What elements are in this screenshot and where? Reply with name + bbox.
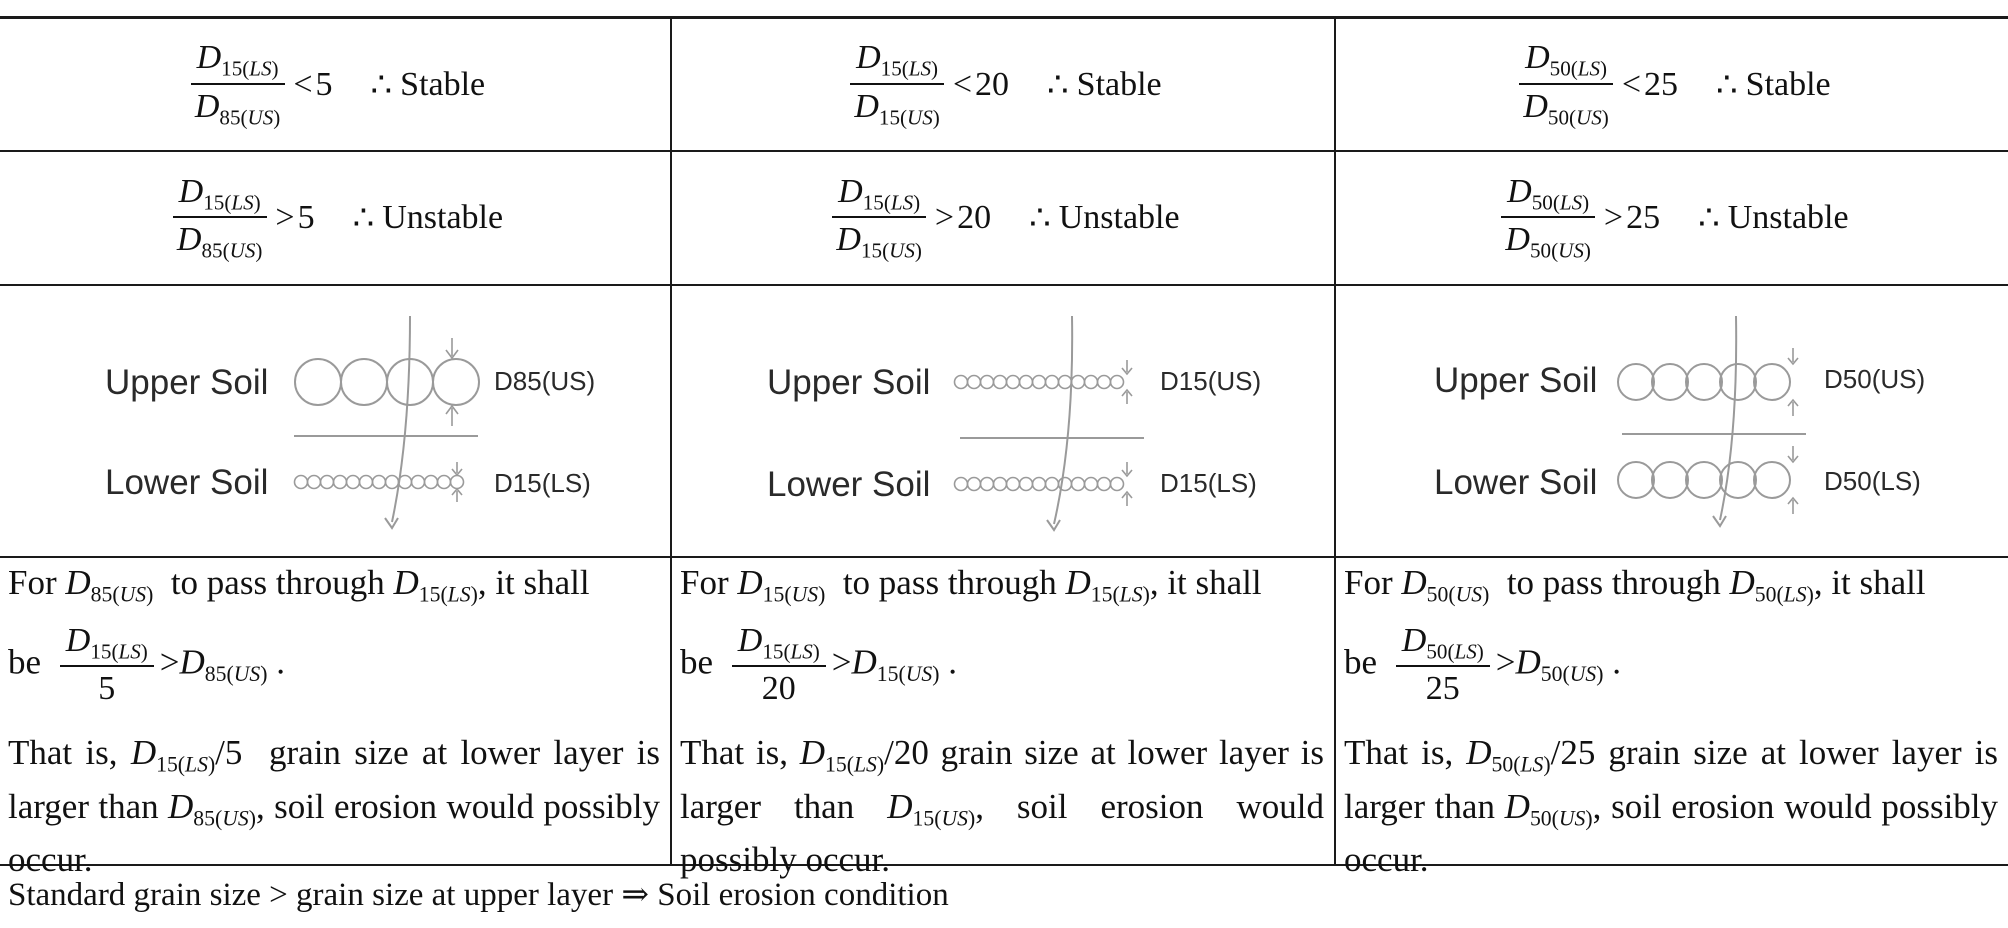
upper-grain-row bbox=[955, 376, 1124, 389]
soil-layer-diagram bbox=[672, 286, 1334, 556]
explanation-cell bbox=[0, 558, 670, 880]
unstable-formula: $\frac{D_{15(LS)}}{D_{15(US)}}$ > 20 ∴ Unstable bbox=[826, 175, 1179, 262]
unstable-formula: $\frac{D_{50(LS)}}{D_{50(US)}}$ > 25 ∴ Unstable bbox=[1495, 175, 1848, 262]
unstable-criterion-cell bbox=[672, 152, 1334, 284]
lower-soil-label: Lower Soil bbox=[1434, 463, 1598, 502]
ratio-fraction: $\frac{D_{50(LS)}}{D_{50(US)}}$ bbox=[1499, 175, 1596, 262]
inequality-line: be $\frac{D_{50(LS)}}{25}$ $>D_{50(US)}$ . bbox=[1344, 622, 1621, 708]
stable-criterion-cell bbox=[1336, 19, 2008, 150]
inequality-line: be $\frac{D_{15(LS)}}{5}$ $>D_{85(US)}$ . bbox=[8, 622, 285, 708]
explanation-cell bbox=[672, 558, 1334, 880]
erosion-condition-note: Standard grain size > grain size at upper layer ⇒ Soil erosion condition bbox=[8, 877, 949, 913]
seepage-flow-arrow bbox=[1054, 316, 1072, 524]
soil-diagram-cell bbox=[1336, 286, 2008, 556]
ratio-fraction: $\frac{D_{15(LS)}}{D_{85(US)}}$ bbox=[189, 41, 286, 128]
soil-layer-diagram bbox=[1336, 286, 2008, 556]
pass-condition-line: For $D_{50(US)}$ to pass through $D_{50(LS)}$, it shall bbox=[1344, 563, 1926, 607]
ratio-fraction: $\frac{D_{15(LS)}}{D_{15(US)}}$ bbox=[830, 175, 927, 262]
unstable-criterion-cell bbox=[0, 152, 670, 284]
pass-condition-line: For $D_{15(US)}$ to pass through $D_{15(LS)}$, it shall bbox=[680, 563, 1262, 607]
lower-soil-label: Lower Soil bbox=[767, 465, 931, 504]
ratio-fraction: $\frac{D_{15(LS)}}{D_{85(US)}}$ bbox=[171, 175, 268, 262]
stable-label: Stable bbox=[400, 65, 486, 103]
arrow-head bbox=[1047, 520, 1060, 530]
stable-label: Stable bbox=[1745, 65, 1831, 103]
erosion-explanation: That is, $D_{15(LS)}/5$ grain size at lower layer is larger than $D_{85(US)}$, soil erosion would possibly occur. bbox=[8, 733, 661, 880]
unstable-formula: $\frac{D_{15(LS)}}{D_{85(US)}}$ > 5 ∴ Unstable bbox=[167, 175, 503, 262]
inline-fraction: $\frac{D_{50(LS)}}{25}$ bbox=[1396, 624, 1490, 706]
pass-condition-line: For $D_{85(US)}$ to pass through $D_{15(LS)}$, it shall bbox=[8, 563, 590, 607]
ratio-fraction: $\frac{D_{15(LS)}}{D_{15(US)}}$ bbox=[848, 41, 945, 128]
explanation-cell bbox=[1336, 558, 2008, 880]
stable-label: Stable bbox=[1076, 65, 1162, 103]
upper-soil-label: Upper Soil bbox=[105, 363, 269, 402]
stable-formula: $\frac{D_{15(LS)}}{D_{85(US)}}$ < 5 ∴ Stable bbox=[185, 41, 485, 128]
erosion-explanation: That is, $D_{15(LS)}/20$ grain size at lower layer is larger than $D_{15(US)}$, soil erosion would possibly occur. bbox=[680, 733, 1325, 880]
unstable-criterion-cell bbox=[1336, 152, 2008, 284]
stable-criterion-cell bbox=[0, 19, 670, 150]
upper-grain-row bbox=[1618, 364, 1790, 400]
upper-grain-size-tag: D50(US) bbox=[1824, 364, 1926, 394]
soil-diagram-cell bbox=[672, 286, 1334, 556]
dimension-arrows bbox=[1788, 348, 1798, 514]
soil-diagram-cell bbox=[0, 286, 670, 556]
seepage-flow-arrow bbox=[392, 316, 410, 522]
upper-grain-row bbox=[295, 359, 479, 405]
inline-fraction: $\frac{D_{15(LS)}}{20}$ bbox=[732, 624, 826, 706]
upper-soil-label: Upper Soil bbox=[767, 363, 931, 402]
stable-formula: $\frac{D_{50(LS)}}{D_{50(US)}}$ < 25 ∴ Stable bbox=[1513, 41, 1830, 128]
unstable-label: Unstable bbox=[382, 199, 504, 236]
inequality-line: be $\frac{D_{15(LS)}}{20}$ $>D_{15(US)}$ . bbox=[680, 622, 957, 708]
erosion-explanation: That is, $D_{50(LS)}/25$ grain size at lower layer is larger than $D_{50(US)}$, soil erosion would possibly occur. bbox=[1344, 733, 1999, 880]
upper-grain-size-tag: D15(US) bbox=[1160, 366, 1262, 396]
upper-soil-label: Upper Soil bbox=[1434, 361, 1598, 400]
lower-grain-row bbox=[295, 476, 464, 489]
lower-soil-label: Lower Soil bbox=[105, 463, 269, 502]
unstable-label: Unstable bbox=[1058, 199, 1180, 236]
lower-grain-row bbox=[955, 478, 1124, 491]
upper-grain-size-tag: D85(US) bbox=[494, 366, 596, 396]
stable-formula: $\frac{D_{15(LS)}}{D_{15(US)}}$ < 20 ∴ Stable bbox=[844, 41, 1161, 128]
stable-criterion-cell bbox=[672, 19, 1334, 150]
lower-grain-size-tag: D50(LS) bbox=[1824, 466, 1921, 496]
arrow-head bbox=[1713, 516, 1726, 526]
lower-grain-size-tag: D15(LS) bbox=[494, 468, 591, 498]
lower-grain-size-tag: D15(LS) bbox=[1160, 468, 1257, 498]
lower-grain-row bbox=[1618, 462, 1790, 498]
unstable-label: Unstable bbox=[1727, 199, 1849, 236]
ratio-fraction: $\frac{D_{50(LS)}}{D_{50(US)}}$ bbox=[1517, 41, 1614, 128]
inline-fraction: $\frac{D_{15(LS)}}{5}$ bbox=[60, 624, 154, 706]
soil-layer-diagram bbox=[0, 286, 670, 556]
